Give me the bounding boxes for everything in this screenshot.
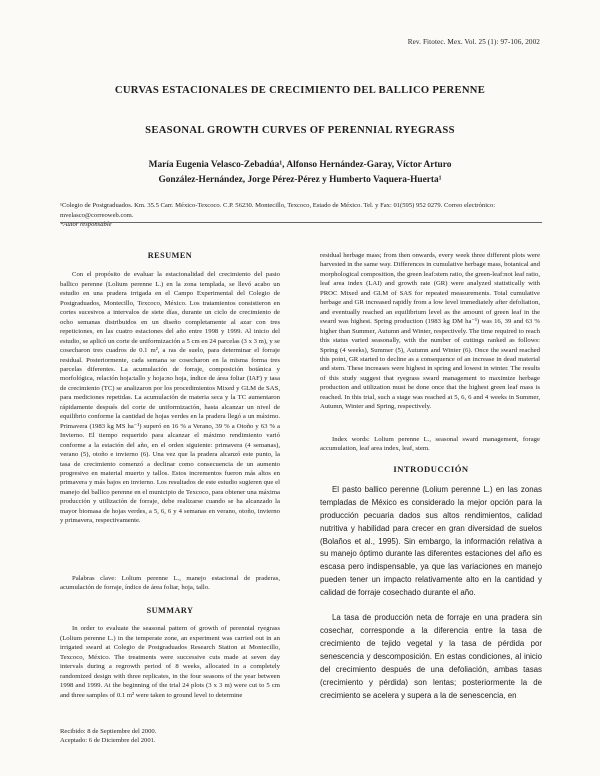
palabras-clave: Palabras clave: Lolium perenne L., manejo estacional de praderas, acumulación de forraje, índice de área foliar, hoja, tallo. (60, 575, 280, 592)
introduccion-section (320, 463, 542, 702)
summary-section (60, 606, 280, 700)
introduccion-paragraph-2: La tasa de producción neta de forraje en una pradera sin cosechar, corresponde a la diferencia entre la tasa de crecimiento de tejido vegetal y la tasa de pérdida por senescencia y descomposición. En estas condiciones, al inicio del crecimiento después de una defoliación, ambas tasas (crecimiento y pérdida) son lentas; posteriormente la de crecimiento se acelera y supera a la de senescencia, en (320, 613, 542, 700)
resumen-heading: RESUMEN (147, 251, 193, 260)
spanish-title: CURVAS ESTACIONALES DE CRECIMIENTO DEL BALLICO PERENNE (114, 85, 486, 96)
summary-paragraph-right: residual herbage mass; from then onwards, every week three different plots were harvested in the same way. Differences in cumulative herbage mass, botanical and morphological composition, the green leaf:stem ratio, the green-leaf:not leaf ratio, leaf area index (LAI) and growth rate (GR) were analyzed statistically with PROC Mixed and GLM of SAS for repeated measurements. Total cumulative herbage and GR increased rapidly from a low level immediately after defoliation, and eventually reached an equilibrium level as the amount of green leaf in the sward was highest. Spring production (1983 kg DM ha⁻¹) was 16, 39 and 63 % higher than Summer, Autumn and Winter, respectively. The time required to reach this status varied seasonally, with the number of cuttings ranked as follows: Spring (4 weeks), Summer (5), Autumn and Winter (6). Once the sward reached this point, GR started to decline as a consequence of an increase in dead material and stem. These increases were highest in spring and lowest in winter. The results of this study suggest that ryegrass sward management to maximize herbage production and utilization must be done once that the highest green leaf mass is reached. In this trial, such a stage was reached at 5, 6, 6 and 4 weeks in Summer, Autumn, Winter and Spring, respectively. (320, 252, 540, 411)
affiliation-text: ¹Colegio de Postgraduados. Km. 35.5 Carr. México-Texcoco. C.P. 56230. Montecillo, Texcoco, Estado de México. Tel. y Fax: 01(595) 952 0279. Correo electrónico: mvelasco@correoweb.com. (60, 202, 496, 219)
author-list (90, 158, 510, 188)
summary-continued (320, 251, 540, 412)
author-line-2: González-Hernández, Jorge Pérez-Pérez y Humberto Vaquera-Huerta¹ (158, 175, 442, 185)
received-date: Recibido: 8 de Septiembre del 2000. (60, 728, 157, 735)
index-words: Index words: Lolium perenne L., seasonal sward management, forage accumulation, leaf area index, leaf, stem. (320, 436, 540, 453)
affiliation-divider (60, 222, 542, 223)
introduccion-heading: INTRODUCCIÓN (393, 464, 469, 474)
summary-heading: SUMMARY (146, 606, 194, 615)
index-words-section (320, 435, 540, 454)
english-title: SEASONAL GROWTH CURVES OF PERENNIAL RYEGRASS (145, 125, 455, 136)
summary-paragraph-left: In order to evaluate the seasonal pattern of growth of perennial ryegrass (Lolium perenne L.) in the temperate zone, an experiment was carried out in an irrigated sward at Colegio de Postgraduados Research Station at Montecillo, Texcoco, México. The treatments were successive cuts made at seven day intervals during a regrowth period of 8 weeks, allocated in a completely randomized design with three replicates, in the four seasons of the year between 1998 and 1999. At the beginning of the trial 24 plots (3 x 3 m) were cut to 5 cm and three samples of 0.1 m² were taken to ground level to determine (60, 625, 280, 699)
journal-reference: Rev. Fitotec. Mex. Vol. 25 (1): 97-106, 2002 (407, 38, 540, 46)
affiliation-block (60, 201, 542, 230)
introduccion-paragraph-1: El pasto ballico perenne (Lolium perenne L.) en las zonas templadas de México es considerado la mejor opción para la producción pecuaria dados sus altos rendimientos, calidad nutritiva y habilidad para crecer en gran diversidad de suelos (Bolaños et al., 1995). Sin embargo, la información relativa a su manejo óptimo durante las diferentes estaciones del año es escasa pero indispensable, ya que las variaciones en manejo pueden tener un impacto relativamente alto en la cantidad y calidad de forraje cosechado durante el año. (320, 484, 542, 598)
author-line-1: María Eugenia Velasco-Zebadúa¹, Alfonso Hernández-Garay, Víctor Arturo (148, 160, 452, 170)
resumen-paragraph: Con el propósito de evaluar la estacionalidad del crecimiento del pasto ballico perenne (Lolium perenne L.) en la zona templada, se llevó acabo un estudio en una pradera irrigada en el Campo Experimental del Colegio de Postgraduados, Montecillo, Texcoco, México. Los tratamientos consistieron en cortes sucesivos a intervalos de siete días, durante un ciclo de crecimiento de ocho semanas distribuidos en un diseño completamente al azar con tres repeticiones, en las cuatro estaciones del año entre 1998 y 1999. Al inicio del estudio, se aplicó un corte de uniformización a 5 cm en 24 parcelas (3 x 3 m), y se cosecharon tres cuadros de 0.1 m², a ras de suelo, para determinar el forraje residual. Posteriormente, cada semana se cosecharon en la misma forma tres parcelas diferentes. La acumulación de forraje, composición botánica y morfológica, relación hoja:tallo y hoja:no hoja, índice de área foliar (IAF) y tasa de crecimiento (TC) se analizaron por los procedimientos Mixed y GLM de SAS, para mediciones repetidas. La acumulación de materia seca y la TC aumentaron rápidamente después del corte de uniformización, hasta alcanzar un nivel de equilibrio conforme la cantidad de hojas verdes en la pradera llegó a un máximo. Primavera (1983 kg MS ha⁻¹) superó en 16 % a Verano, 39 % a Otoño y 63 % a Invierno. El tiempo requerido para alcanzar el máximo rendimiento varió conforme a la estación del año, en el orden siguiente: primavera (4 semanas), verano (5), otoño e invierno (6). Una vez que la pradera alcanzó este punto, la tasa de crecimiento comenzó a declinar como consecuencia de un aumento progresivo en material muerto y tallos. Estos incrementos fueron más altos en primavera y más bajos en invierno. Los resultados de este estudio sugieren que el manejo del ballico perenne en el municipio de Texcoco, para obtener una máxima producción y utilización de forraje, debe realizarse cuando se ha alcanzado la mayor biomasa de hojas verdes, a 5, 6, 6 y 4 semanas en verano, otoño, invierno y primavera, respectivamente. (60, 271, 280, 525)
dates-block (60, 727, 280, 746)
responsible-author-note: *Autor responsable (60, 221, 112, 229)
resumen-section (60, 251, 280, 526)
accepted-date: Aceptado: 6 de Diciembre del 2001. (60, 737, 156, 745)
palabras-clave-section (60, 574, 280, 593)
